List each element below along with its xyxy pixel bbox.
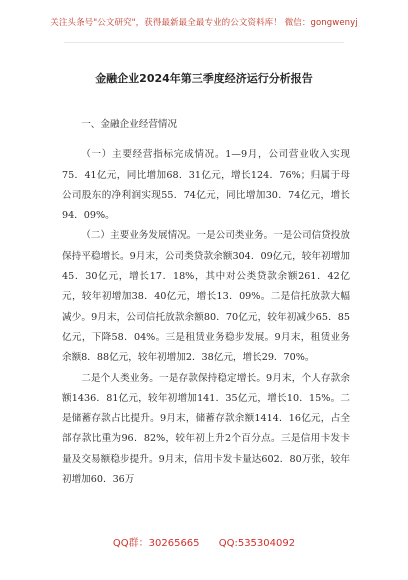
footer-qq-number: QQ:535304092 [218, 538, 296, 549]
paragraph-personal-business: 二是个人类业务。一是存款保持稳定增长。9月末，个人存款余额1436．81亿元，较年初增加141．35亿元，增长10．15%。二是储蓄存款占比提升。9月末，储蓄存款余额1414．16亿元，占全部存款比重为96．82%，较年初上升2个百分点。三是信用卡发卡量及交易额稳步提升。9月末，信用卡发卡量达602．80万张，较年初增加60．36万 [62, 372, 350, 486]
paragraph-corporate-business: （二）主要业务发展情况。一是公司类业务。一是公司信贷投放保持平稳增长。9月末，公司类贷款余额304．09亿元，较年初增加45．30亿元，增长17．18%，其中对公类贷款余额261．42亿元，较年初增加38．40亿元，增长13．09%。二是信托放款大幅减少。9月末，公司信托放款余额80．70亿元，较年初减少65．85亿元，下降58．04%。三是租赁业务稳步发展。9月末，租赁业务余额8．88亿元，较年初增加2．38亿元，增长29．70%。 [62, 230, 350, 364]
footer-qq-group: QQ群：30265665 [112, 538, 200, 549]
footer-contact [0, 534, 408, 549]
header-notice: 关注头条号"公文研究"，获得最新最全最专业的公文资料库！ 微信：gongwenyj [50, 18, 358, 28]
section-heading: 一、金融企业经营情况 [81, 119, 178, 130]
document-body [62, 115, 350, 490]
document-title: 金融企业2024年第三季度经济运行分析报告 [95, 72, 313, 85]
header-divider [64, 42, 344, 43]
paragraph-indicators: （一）主要经营指标完成情况。1—9月，公司营业收入实现75．41亿元，同比增加68．31亿元，增长124．76%；归属于母公司股东的净利润实现55．74亿元，同比增加30．74亿元，增长94．09%。 [62, 149, 350, 222]
